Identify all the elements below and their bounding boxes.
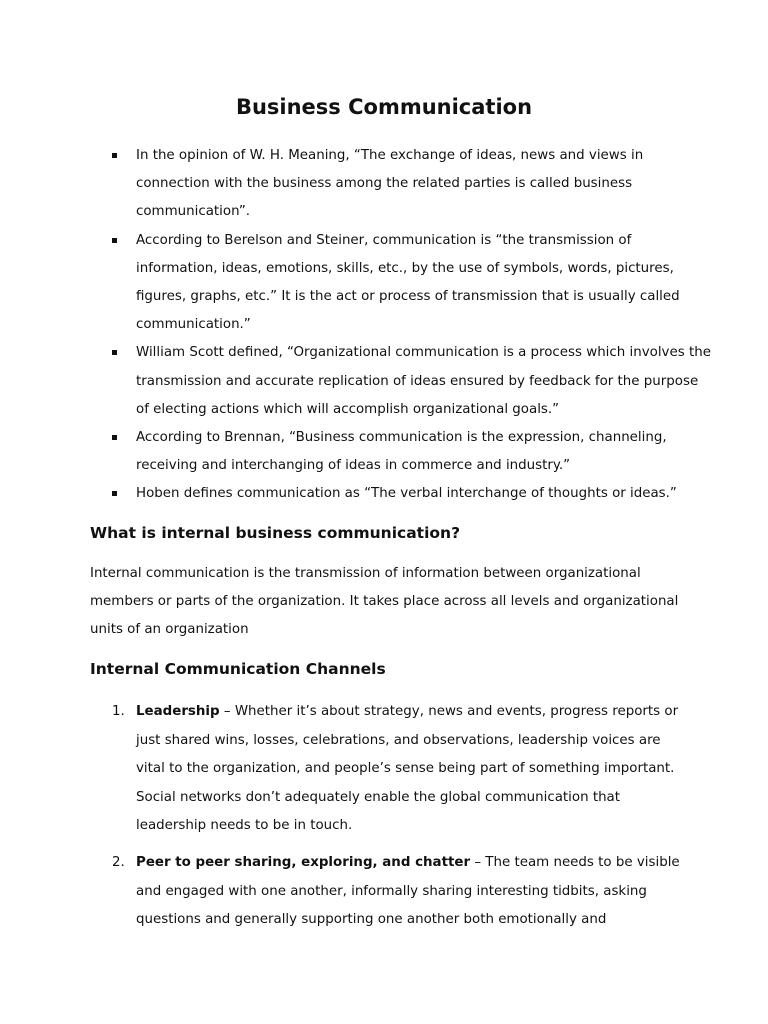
bullet-square-icon (112, 238, 117, 243)
list-item (112, 698, 692, 841)
list-item-number: 2. (112, 854, 125, 870)
list-item (112, 339, 712, 424)
list-item-term: Peer to peer sharing, exploring, and chatter (136, 854, 471, 870)
list-item-text: William Scott defined, “Organizational communication is a process which involves the transmission and accurate replication of ideas ensured by feedback for the purpose of electing actions which will accomplish organizational goals.” (136, 345, 711, 417)
bullet-square-icon (112, 350, 117, 355)
channels-list (112, 698, 692, 935)
bullet-square-icon (112, 491, 117, 496)
list-item-term: Leadership (136, 704, 220, 719)
list-item (112, 424, 712, 480)
internal-communication-heading: What is internal business communication? (90, 524, 461, 542)
list-item (112, 227, 712, 340)
list-item-text: – Whether it’s about strategy, news and events, progress reports or just shared wins, losses, celebrations, and observations, leadership voices are vital to the organization, and people’s sense being part of something important. Social networks don’t adequately enable the global communication that leadership needs to be in touch. (136, 704, 679, 834)
definitions-list (112, 142, 712, 509)
list-item (112, 480, 712, 508)
list-item (112, 142, 712, 227)
list-item (112, 849, 692, 935)
list-item-text: In the opinion of W. H. Meaning, “The exchange of ideas, news and views in connection with the business among the related parties is called business communication”. (136, 148, 644, 220)
list-item-text: According to Brennan, “Business communication is the expression, channeling, receiving and interchanging of ideas in commerce and industry.” (136, 430, 667, 474)
channels-heading: Internal Communication Channels (90, 660, 386, 678)
list-item-number: 1. (112, 704, 125, 719)
bullet-square-icon (112, 435, 117, 440)
page-title: Business Communication (235, 95, 533, 119)
list-item-text: According to Berelson and Steiner, communication is “the transmission of information, ideas, emotions, skills, etc., by the use of symbols, words, pictures, figures, graphs, etc.” It is the act or process of transmission that is usually called communication.” (136, 232, 680, 333)
internal-communication-paragraph: Internal communication is the transmission of information between organizational members or parts of the organization. It takes place across all levels and organizational units of an organization (90, 566, 679, 638)
list-item-text: – The team needs to be visible and engaged with one another, informally sharing interesting tidbits, asking questions and generally supporting one another both emotionally and (136, 854, 680, 928)
bullet-square-icon (112, 153, 117, 158)
list-item-text: Hoben defines communication as “The verbal interchange of thoughts or ideas.” (136, 486, 677, 502)
